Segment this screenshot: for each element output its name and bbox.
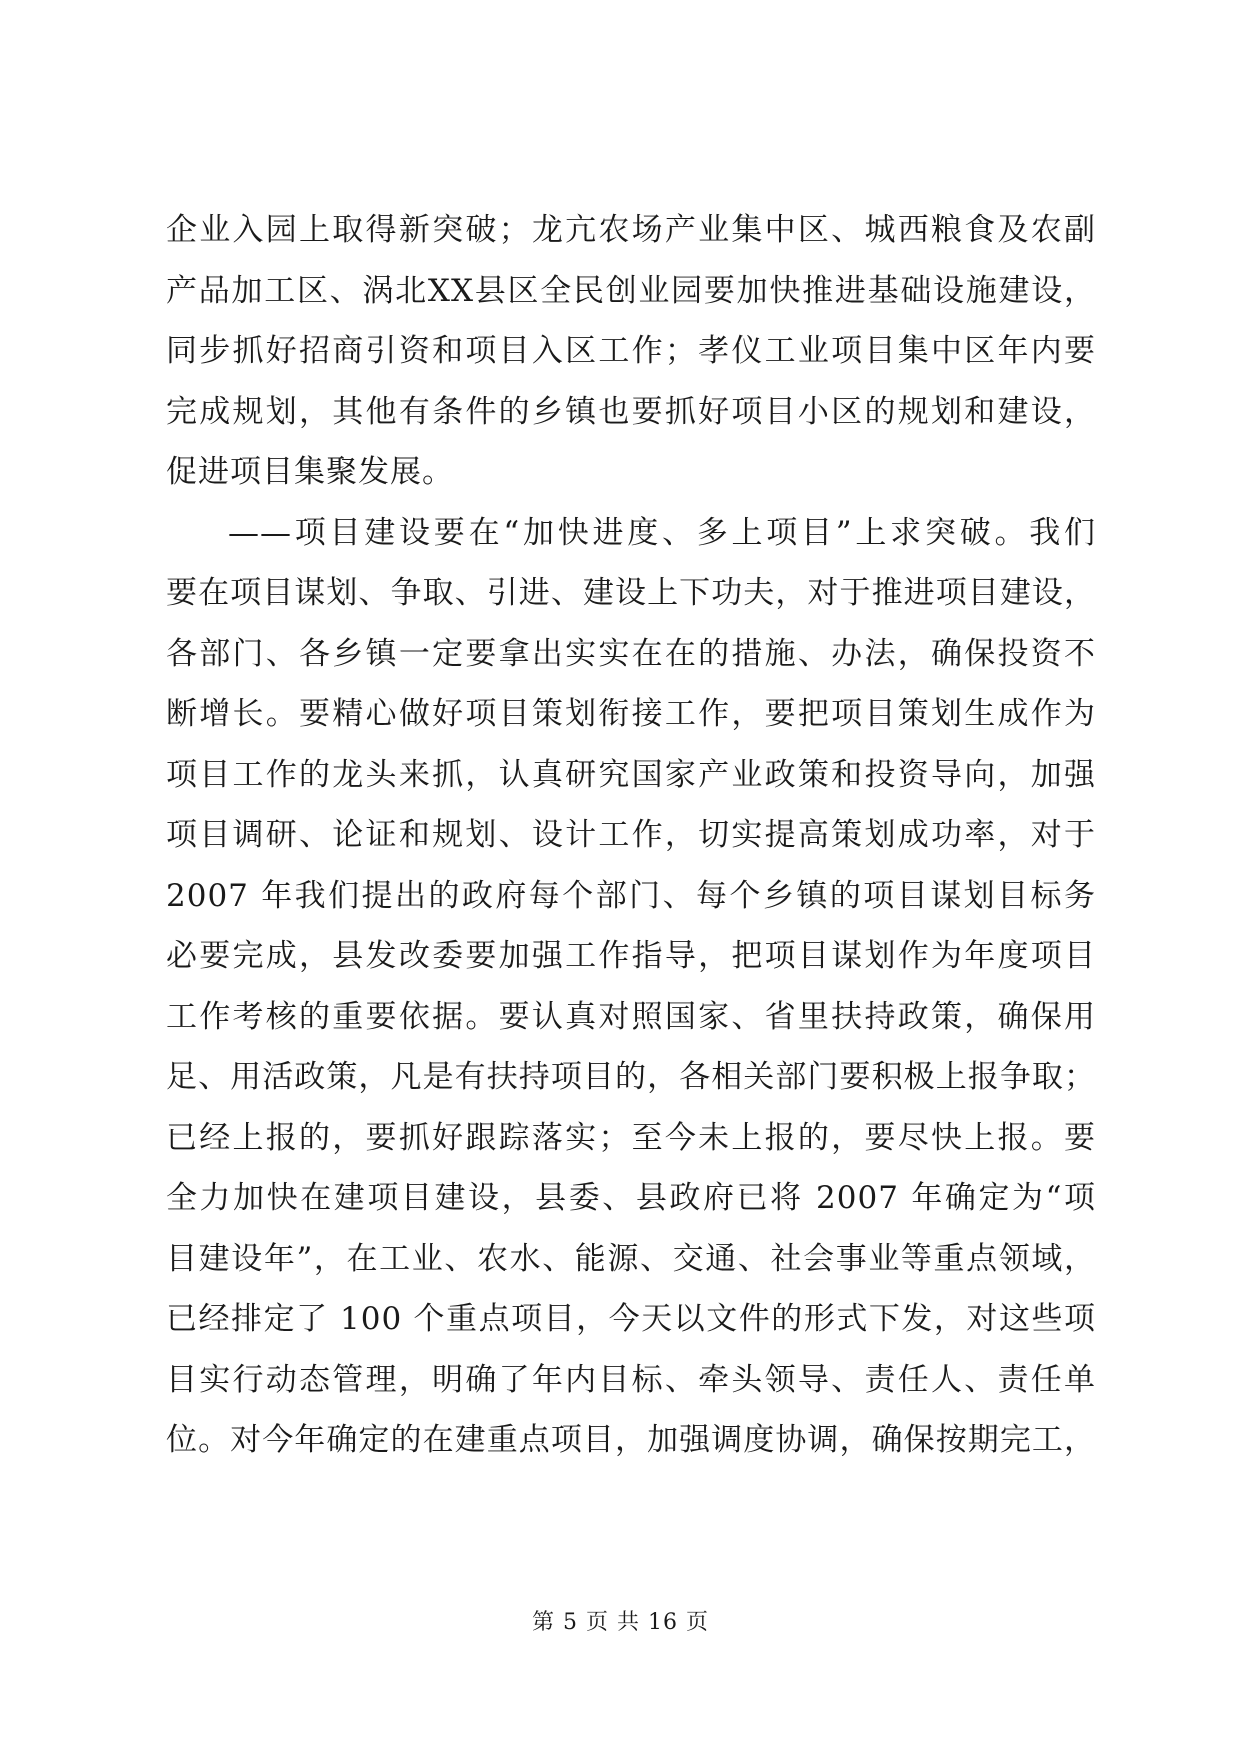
text-line: 目实行动态管理，明确了年内目标、牵头领导、责任人、责任单 bbox=[166, 1361, 1096, 1398]
text-line: 要在项目谋划、争取、引进、建设上下功夫，对于推进项目建设， bbox=[166, 575, 1096, 611]
text-line: ——项目建设要在“加快进度、多上项目”上求突破。我们 bbox=[228, 514, 1096, 551]
text-line: 产品加工区、涡北XX县区全民创业园要加快推进基础设施建设， bbox=[166, 272, 1096, 309]
text-line: 足、用活政策，凡是有扶持项目的，各相关部门要积极上报争取； bbox=[166, 1059, 1096, 1095]
text-line: 项目工作的龙头来抓，认真研究国家产业政策和投资导向，加强 bbox=[166, 756, 1096, 793]
text-line: 目建设年”，在工业、农水、能源、交通、社会事业等重点领域， bbox=[166, 1240, 1096, 1277]
text-line: 断增长。要精心做好项目策划衔接工作，要把项目策划生成作为 bbox=[166, 696, 1096, 732]
text-line: 完成规划，其他有条件的乡镇也要抓好项目小区的规划和建设， bbox=[166, 393, 1096, 430]
text-line: 各部门、各乡镇一定要拿出实实在在的措施、办法，确保投资不 bbox=[166, 635, 1096, 672]
text-line: 促进项目集聚发展。 bbox=[166, 454, 454, 490]
text-line: 2007 年我们提出的政府每个部门、每个乡镇的项目谋划目标务 bbox=[166, 877, 1096, 914]
text-line: 必要完成，县发改委要加强工作指导，把项目谋划作为年度项目 bbox=[166, 938, 1096, 974]
body-text bbox=[166, 200, 1096, 1471]
text-line: 已经排定了 100 个重点项目，今天以文件的形式下发，对这些项 bbox=[166, 1301, 1096, 1337]
text-line: 同步抓好招商引资和项目入区工作；孝仪工业项目集中区年内要 bbox=[166, 333, 1096, 369]
page-number-footer: 第 5 页 共 16 页 bbox=[532, 1610, 709, 1635]
text-line: 全力加快在建项目建设，县委、县政府已将 2007 年确定为“项 bbox=[166, 1180, 1096, 1216]
text-line: 已经上报的，要抓好跟踪落实；至今未上报的，要尽快上报。要 bbox=[166, 1119, 1096, 1156]
text-line: 位。对今年确定的在建重点项目，加强调度协调，确保按期完工， bbox=[166, 1422, 1096, 1458]
text-line: 企业入园上取得新突破；龙亢农场产业集中区、城西粮食及农副 bbox=[166, 212, 1096, 248]
text-line: 项目调研、论证和规划、设计工作，切实提高策划成功率，对于 bbox=[166, 817, 1096, 853]
text-line: 工作考核的重要依据。要认真对照国家、省里扶持政策，确保用 bbox=[166, 998, 1096, 1035]
